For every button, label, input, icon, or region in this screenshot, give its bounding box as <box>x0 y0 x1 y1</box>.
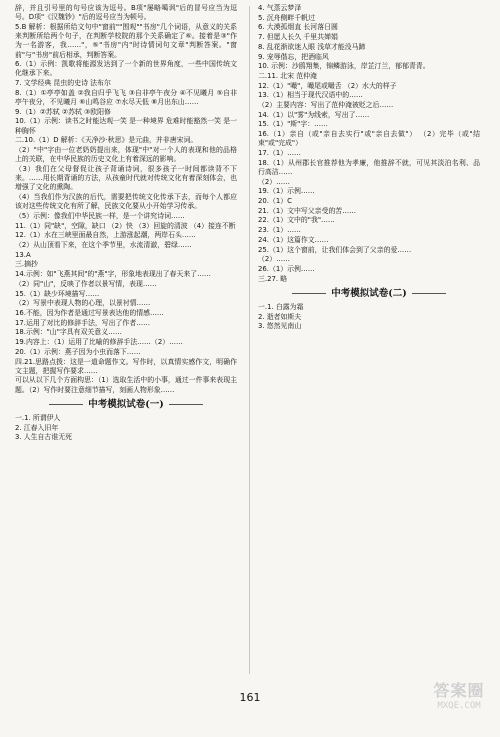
answer-paragraph: 20.（1）示例：燕子因为小虫而落下…… <box>15 347 141 356</box>
right-answer-text <box>258 4 480 284</box>
answer-paragraph: 9.（1）②苏轼 ②苏轼 ③欧阳修 <box>15 107 111 116</box>
answer-paragraph: 20.（1）C <box>258 197 292 206</box>
answer-paragraph: 8.（1）①亭亭如盖 ②我自归乎飞飞 ③自非亭午夜分 ④不见曦月 ⑤自非亭午夜分，不见曦月 ⑥山鸣谷应 ⑦水尽天低 ⑧月出东山…… <box>15 88 237 107</box>
answer-paragraph: 24.（1）这篇作文…… <box>258 235 329 244</box>
answer-paragraph: （4）当我们作为汉族的后代，需要把传统文化传承下去，而每个人都应该对这些传统文化有所了解，民族文化要从小开始学习传承。 <box>15 193 237 211</box>
answer-paragraph: 6.（1）示例：凯歌将能源发达到了一个新的世界角度，一些中国传统文化继承下来。 <box>15 60 237 78</box>
answer-paragraph: （2）"中"字由一位老奶奶提出来，体现"中"对一个人的表现和他的品格上的关联，在中华民族的历史文化上有着深远的影响。 <box>15 146 237 164</box>
answer-paragraph: 二.10.（1）D 解析：《天净沙·秋思》是元曲，并非唐宋词。 <box>15 136 198 145</box>
answer-paragraph: 辞，并且引号里的句号应该为逗号。B项"屡略噶讽"后的冒号应当为逗号。D项"《汉魏钞》"后的逗号应当为顿号。 <box>15 4 237 22</box>
right-column <box>258 4 480 332</box>
answer-paragraph: 8. 乱花渐欲迷人眼 浅草才能没马蹄 <box>258 42 366 51</box>
answer-paragraph: 13.A <box>15 250 31 259</box>
exam-answer-line: 一.1. 所谓伊人 <box>15 413 61 422</box>
answer-paragraph: 19.内容上：（1）运用了比喻的修辞手法……（2）…… <box>15 338 183 347</box>
answer-paragraph: （2）主要内容：写出了范仲淹被贬之后…… <box>258 101 394 110</box>
exam-answer-line: 2. 江春入旧年 <box>15 423 59 432</box>
answer-paragraph: 17.运用了对比的修辞手法，写出了作者…… <box>15 318 150 327</box>
page-number: 161 <box>239 691 261 704</box>
answer-paragraph: （2）从山顶看下来，在这个季节里，水流清澈，碧绿…… <box>15 241 192 250</box>
exam-answer-line: 一.1. 白露为霜 <box>258 302 304 311</box>
answer-paragraph: 18.（1）从州郡长官推荐他为孝廉，他推辞不就，可见其淡泊名利、品行高洁…… <box>258 158 480 176</box>
answer-paragraph: 17.（1）…… <box>258 149 301 158</box>
exam-title-one: 中考模拟试卷(一) <box>15 398 237 412</box>
left-answer-text <box>15 4 237 395</box>
exam-answer-line: 2. 逝者如斯夫 <box>258 312 302 321</box>
answer-paragraph: 10.（1）示例：读书之时能达观一笑 是一种境界 危难时能豁然一笑 是一种胸怀 <box>15 117 237 135</box>
answer-paragraph: 7. 但愿人长久 千里共婵娟 <box>258 33 338 42</box>
answer-paragraph: （2）…… <box>258 177 290 186</box>
answer-paragraph: 10. 示例：沙鸥翔集，锦鳞游泳，岸芷汀兰，郁郁青青。 <box>258 62 430 71</box>
exam-title-two: 中考模拟试卷(二) <box>258 287 480 301</box>
answer-paragraph: 16.不能，因为作者是通过写景表达他的情感…… <box>15 309 164 317</box>
watermark-bottom-text: MXQE.COM <box>437 701 481 711</box>
answer-paragraph: 12.（1）"嘬"，嘬尾或嘬舌 （2）水大的样子 <box>258 81 397 90</box>
left-exam-answers <box>15 414 237 443</box>
answer-paragraph: 三.27. 略 <box>258 274 288 283</box>
answer-paragraph: 5. 沉舟侧畔千帆过 <box>258 13 315 22</box>
answer-paragraph: 15.（1）缺少环境描写…… <box>15 289 100 298</box>
answer-paragraph: 7. 文学经典 昆虫的史诗 法布尔 <box>15 79 111 88</box>
answer-paragraph: 三.摘抄 <box>15 260 38 269</box>
right-exam-answers <box>258 303 480 332</box>
answer-paragraph: （5）示例：像我们中华民族一样，是一个讲究诗词…… <box>15 211 185 220</box>
answer-paragraph: 21.（1）文中写父亲受的苦…… <box>258 206 357 215</box>
answer-paragraph: （3）我们在父母督促让孩子背诵诗词，很多孩子一时间都读背不下来。……用长期背诵的方法，从孩童时代就对传统文化有着深刻体会，也增强了文化的熏陶。 <box>15 164 237 192</box>
answer-paragraph: （2）同"山"，反映了作者以景写情，表现…… <box>15 279 157 288</box>
answer-paragraph: 可以从以下几个方面构思：（1）选取生活中的小事，通过一件事来表现主题。（2）写作时要注意细节描写，刻画人物形象…… <box>15 376 237 394</box>
answer-paragraph: 14.（1）以"雾"为线索，写出了…… <box>258 110 370 119</box>
answer-paragraph: （2）写景中表现人物的心理，以景衬情…… <box>15 299 151 308</box>
answer-paragraph: 13.（1）相当于现代汉语中的…… <box>258 91 363 100</box>
answer-paragraph: 15.（1）"斯"字：…… <box>258 120 328 129</box>
answer-paragraph: 26.（1）示例…… <box>258 264 315 273</box>
watermark-top-text: 答案圈 <box>433 681 485 700</box>
watermark-logo <box>426 681 492 725</box>
answer-paragraph: 四.21.思路点拨：这是一道命题作文。写作时，以真情实感作文，明确作文主题，把握写作要求…… <box>15 357 237 375</box>
answer-paragraph: 二.11. 北宋 范仲淹 <box>258 71 317 80</box>
answer-paragraph: 6. 大漠孤烟直 长河落日圆 <box>258 23 338 32</box>
answer-paragraph: 18.示例："山"字具有双关意义…… <box>15 328 122 337</box>
answer-paragraph: 11.（1）同"缺"，空隙，缺口 （2）快 （3）回旋的清波 （4）接连不断 <box>15 221 236 230</box>
answer-paragraph: 22.（1）文中的"我"…… <box>258 216 335 225</box>
answer-paragraph: （2）…… <box>258 255 290 264</box>
answer-paragraph: 14.示例：如"飞燕其间"的"燕"字，形象地表现出了春天来了…… <box>15 270 211 279</box>
answer-paragraph: 25.（1）这个窗前，让我们体会到了父亲的爱…… <box>258 245 412 254</box>
left-column <box>15 4 237 443</box>
answer-paragraph: 9. 宠辱偕忘，把酒临风 <box>258 52 329 61</box>
answer-paragraph: 23.（1）…… <box>258 226 301 235</box>
answer-paragraph: 16.（1）亲自（或"亲自去实行"或"亲自去做"） （2）完毕（或"结束"或"完成"） <box>258 130 480 148</box>
answer-paragraph: 12.（1）水在三峡里面最自然，上游涨起潮，两岸石头…… <box>15 231 196 240</box>
exam-answer-line: 3. 人生自古谁无死 <box>15 433 72 442</box>
exam-answer-line: 3. 悠然见南山 <box>258 322 302 331</box>
answer-paragraph: 19.（1）示例…… <box>258 187 315 196</box>
answer-paragraph: 5.B 解析：根据所给文句中"窗前""围观""书房"几个词语，从意义的关系来判断所给两个句子，在判断学校院的那个关系确定了⑥。接着是③"作为一名游客，我……"，⑤"书房"内"时诗情词句文章"判断答案。"窗前"与"书房"前后相承，判断答案。 <box>15 22 237 59</box>
answer-paragraph: 4. 气蒸云梦泽 <box>258 4 302 12</box>
column-divider <box>249 6 250 674</box>
